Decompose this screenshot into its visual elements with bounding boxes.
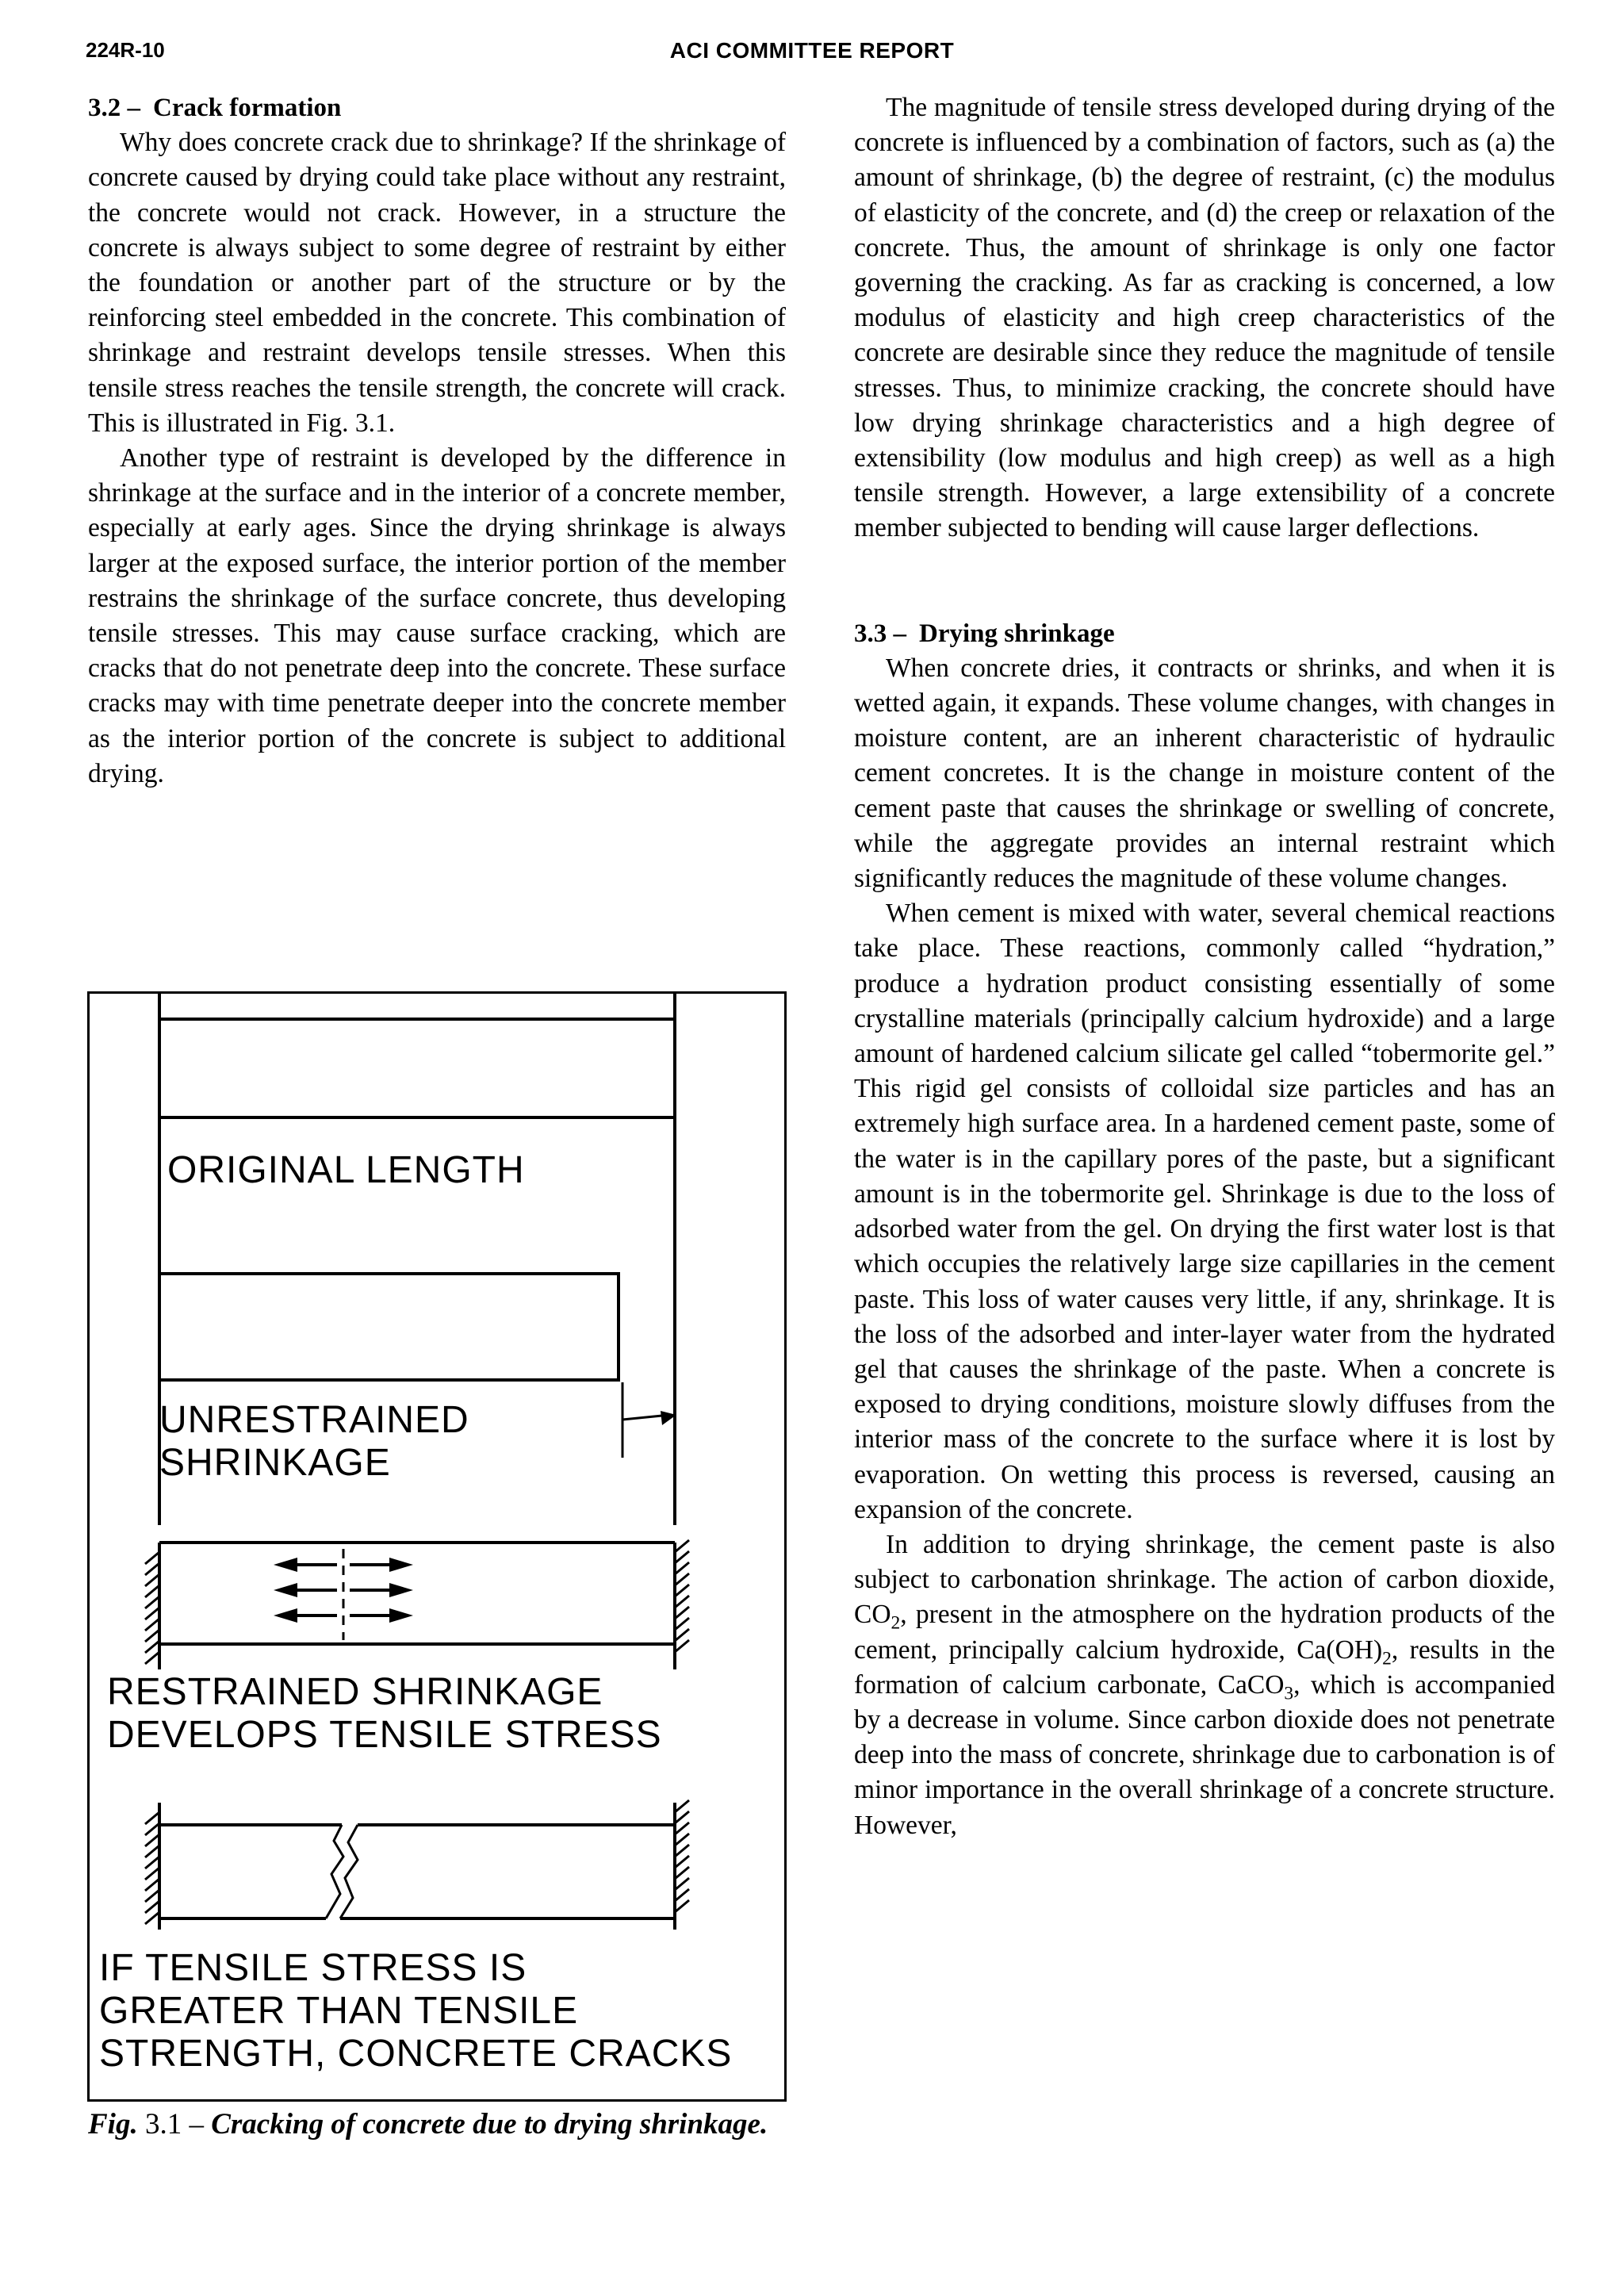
crack-right-face [340,1825,358,1918]
figure-caption [88,2110,786,2140]
subscript: 2 [891,1613,901,1635]
paragraph: Another type of restraint is developed by the difference in shrinkage at the surface and in the interior of a concrete member, especially at early ages. Since the drying shrinkage is always larger at the exposed surface, the interior portion of the member restrains the shrinkage of the surface concrete, thus developing tensile stresses. This may cause surface cracking, which are cracks that do not penetrate deep into the concrete. These surface cracks may with time penetrate deeper into the concrete member as the interior portion of the concrete is subject to additional drying. [88,443,786,788]
section-number: 3.2 – [88,94,140,122]
text-run: , present in the atmosphere on the hydration products of the cement, principally calcium hydroxide, Ca(OH) [854,1600,1555,1665]
arrowhead-right [389,1583,413,1597]
page-number: 224R-10 [86,38,165,62]
crack-left-face [326,1825,343,1918]
section-number: 3.3 – [854,619,906,648]
paragraph: Why does concrete crack due to shrinkage? If the shrinkage of concrete caused by drying could take place without any restraint, the concrete would not crack. However, in a structure the concrete is always subject to some degree of restraint by either the foundation or another part of the structure or by the reinforcing steel embedded in the concrete. This combination of shrinkage and restraint develops tensile stresses. When this tensile stress reaches the tensile strength, the concrete will crack. This is illustrated in Fig. 3.1. [88,128,786,438]
section-title: Crack formation [153,94,342,122]
section-gap [854,546,1555,616]
wall-hatch-right [675,1540,689,1652]
caption-text: Cracking of concrete due to drying shrinkage. [211,2108,768,2141]
text-run: , which is accompanied by a decrease in volume. Since carbon dioxide does not penetrate deep into the mass of concrete, shrinkage due to carbonation is of minor importance in the overall shrinkage of a concrete structure. However, [854,1669,1555,1840]
arrowhead-left [274,1608,297,1623]
label-crack: GREATER THAN TENSILE [99,1990,579,2032]
label-original-length: ORIGINAL LENGTH [167,1149,525,1191]
right-column [854,90,1555,1843]
arrowhead-right [389,1558,413,1572]
label-crack: STRENGTH, CONCRETE CRACKS [99,2033,733,2075]
arrowhead-left [274,1558,297,1572]
running-header: ACI COMMITTEE REPORT [669,38,955,63]
wall-hatch-left [145,1552,159,1664]
label-unrestrained: SHRINKAGE [159,1442,391,1484]
label-crack: IF TENSILE STRESS IS [99,1947,527,1989]
left-column [88,90,786,791]
subscript: 2 [1382,1648,1392,1669]
label-restrained: DEVELOPS TENSILE STRESS [107,1714,662,1756]
section-3-3-heading [854,616,1555,651]
label-unrestrained: UNRESTRAINED [159,1399,469,1441]
wall-hatch-right [675,1800,689,1912]
text-run: , results in the formation of calcium carbonate, CaCO [854,1635,1555,1700]
figure-drawing [90,994,789,2104]
shrinkage-arrow-shaft [622,1416,662,1420]
arrowhead-right [389,1608,413,1623]
text-run: In addition to drying shrinkage, the cement paste is also subject to carbonation shrinkage. The action of carbon dioxide, CO [854,1529,1555,1630]
wall-hatch-left [145,1812,159,1924]
paragraph: When cement is mixed with water, several chemical reactions take place. These reactions, commonly called “hydration,” produce a hydration product consisting essentially of some crystalline materials (principally calcium hydroxide) and a large amount of hardened calcium silicate gel called “tobermorite gel.” This rigid gel consists of colloidal size particles and has an extremely high surface area. In a hardened cement paste, some of the water is in the capillary pores of the paste, but a significant amount is in the tobermorite gel. Shrinkage is due to the loss of adsorbed water from the gel. On drying the first water lost is that which occupies the relatively large size capillaries in the cement paste. This loss of water causes very little, if any, shrinkage. It is the loss of the adsorbed and inter-layer water from the hydrated gel that causes the shrinkage of the paste. When a concrete is exposed to drying conditions, moisture slowly diffuses from the interior mass of the concrete to the surface where it is lost by evaporation. On wetting this process is reversed, causing an expansion of the concrete. [854,899,1555,1524]
figure-3-1 [87,991,787,2102]
paragraph [854,1527,1555,1843]
label-restrained: RESTRAINED SHRINKAGE [107,1671,603,1713]
unrestrained-bar [159,1274,619,1380]
caption-number: 3.1 – [144,2108,204,2141]
subscript: 3 [1284,1683,1294,1704]
paragraph: When concrete dries, it contracts or shrinks, and when it is wetted again, it expands. These volume changes, with changes in moisture content, are an inherent characteristic of hydraulic cement concretes. It is the change in moisture content of the cement paste that causes the shrinkage or swelling of concrete, while the aggregate provides an internal restraint which significantly reduces the magnitude of these volume changes. [854,653,1555,894]
section-title: Drying shrinkage [919,619,1115,648]
section-3-2-heading [88,90,786,125]
paragraph: The magnitude of tensile stress developed during drying of the concrete is influenced by a combination of factors, such as (a) the amount of shrinkage, (b) the degree of restraint, (c) the modulus of elasticity of the concrete, and (d) the creep or relaxation of the concrete. Thus, the amount of shrinkage is only one factor governing the cracking. As far as cracking is concerned, a low modulus of elasticity and high creep characteristics of the concrete are desirable since they reduce the magnitude of tensile stresses. Thus, to minimize cracking, the concrete should have low drying shrinkage characteristics and a high degree of extensibility (low modulus and high creep) as well as a high tensile strength. However, a large extensibility of a concrete member subjected to bending will cause larger deflections. [854,93,1555,543]
caption-fig: Fig. [88,2108,138,2141]
arrowhead-left [274,1583,297,1597]
